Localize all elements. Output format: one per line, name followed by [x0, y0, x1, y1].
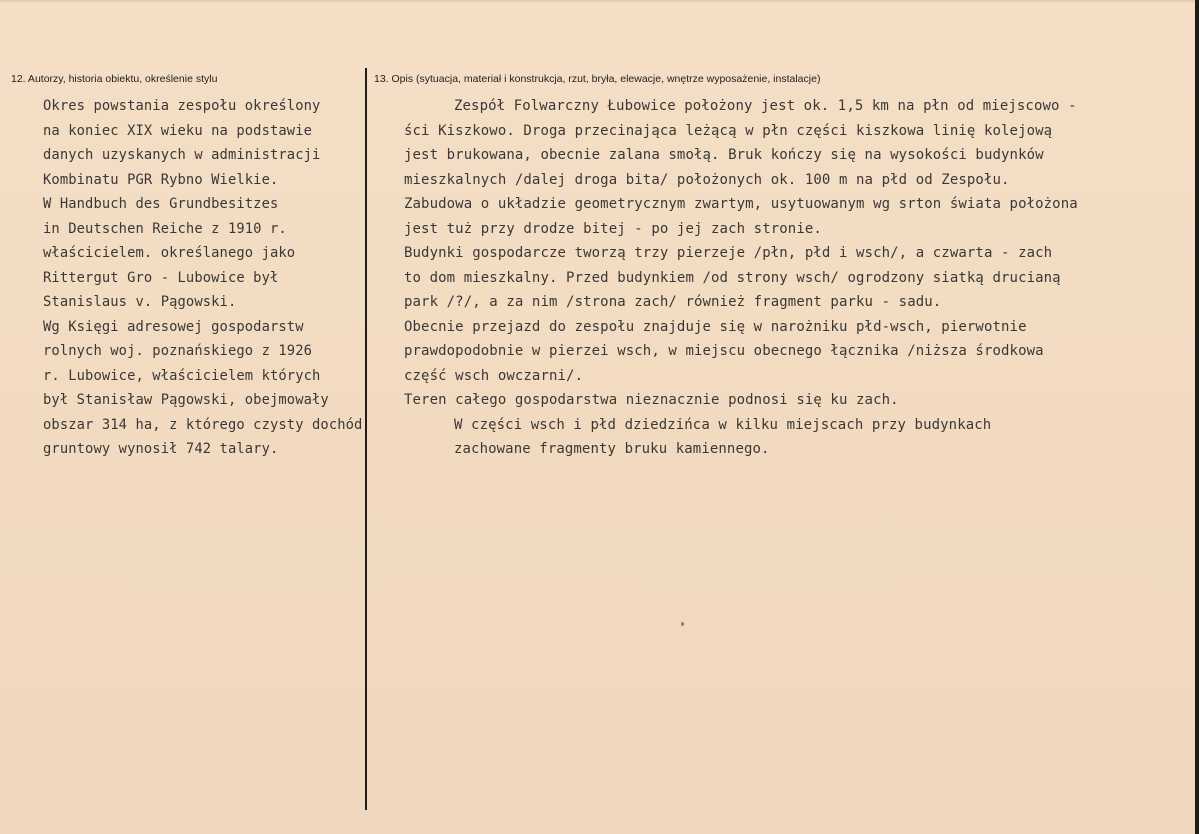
- text-line: obszar 314 ha, z którego czysty dochód: [43, 416, 363, 433]
- text-line: rolnych woj. poznańskiego z 1926: [43, 343, 313, 359]
- text-line: Okres powstania zespołu określony: [43, 98, 321, 114]
- top-edge: [0, 0, 1199, 2]
- text-line: był Stanisław Pągowski, obejmowały: [43, 392, 329, 408]
- section-13-body: [372, 94, 1162, 462]
- text-line: gruntowy wynosił 742 talary.: [43, 441, 279, 457]
- text-line: jest brukowana, obecnie zalana smołą. Bruk kończy się na wysokości budynków: [404, 147, 1044, 163]
- text-line: park /?/, a za nim /strona zach/ również fragment parku - sadu.: [404, 294, 942, 310]
- text-line: Kombinatu PGR Rybno Wielkie.: [43, 171, 279, 188]
- text-line: prawdopodobnie w pierzei wsch, w miejscu obecnego łącznika /niższa środkowa: [404, 343, 1044, 359]
- text-line: właścicielem. określanego jako: [43, 245, 296, 261]
- text-line: zachowane fragmenty bruku kamiennego.: [454, 441, 770, 457]
- paper-speck: [681, 622, 684, 626]
- text-line: mieszkalnych /dalej droga bita/ położonych ok. 100 m na płd od Zespołu.: [404, 171, 1010, 188]
- text-line: W Handbuch des Grundbesitzes: [43, 196, 279, 212]
- right-edge: [1195, 0, 1199, 834]
- text-line: to dom mieszkalny. Przed budynkiem /od strony wsch/ ogrodzony siatką drucianą: [404, 269, 1061, 286]
- text-line: Budynki gospodarcze tworzą trzy pierzeje /płn, płd i wsch/, a czwarta - zach: [404, 245, 1053, 261]
- text-line: jest tuż przy drodze bitej - po jej zach stronie.: [404, 220, 822, 237]
- text-line: r. Lubowice, właścicielem których: [43, 367, 321, 384]
- text-line: Obecnie przejazd do zespołu znajduje się w narożniku płd-wsch, pierwotnie: [404, 318, 1027, 335]
- section-13-heading: 13. Opis (sytuacja, materiał i konstrukcja, rzut, bryła, elewacje, wnętrze wyposażenie, instalacje): [374, 73, 821, 85]
- text-line: ści Kiszkowo. Droga przecinająca leżącą w płn części kiszkowa linię kolejową: [404, 122, 1053, 139]
- section-12-heading: 12. Autorzy, historia obiektu, określenie stylu: [11, 73, 218, 85]
- text-line: W części wsch i płd dziedzińca w kilku miejscach przy budynkach: [454, 416, 992, 433]
- text-line: Wg Księgi adresowej gospodarstw: [43, 318, 304, 335]
- text-line: na koniec XIX wieku na podstawie: [43, 122, 313, 139]
- text-line: Zabudowa o układzie geometrycznym zwartym, usytuowanym wg srton świata położona: [404, 196, 1078, 212]
- text-line: danych uzyskanych w administracji: [43, 147, 321, 163]
- text-line: Zespół Folwarczny Łubowice położony jest ok. 1,5 km na płn od miejscowo -: [454, 98, 1077, 114]
- text-line: Teren całego gospodarstwa nieznacznie podnosi się ku zach.: [404, 392, 899, 408]
- section-12-body: [43, 94, 373, 462]
- text-line: część wsch owczarni/.: [404, 367, 584, 384]
- text-line: Rittergut Gro - Lubowice był: [43, 269, 279, 286]
- text-line: in Deutschen Reiche z 1910 r.: [43, 220, 287, 237]
- text-line: Stanislaus v. Pągowski.: [43, 294, 237, 310]
